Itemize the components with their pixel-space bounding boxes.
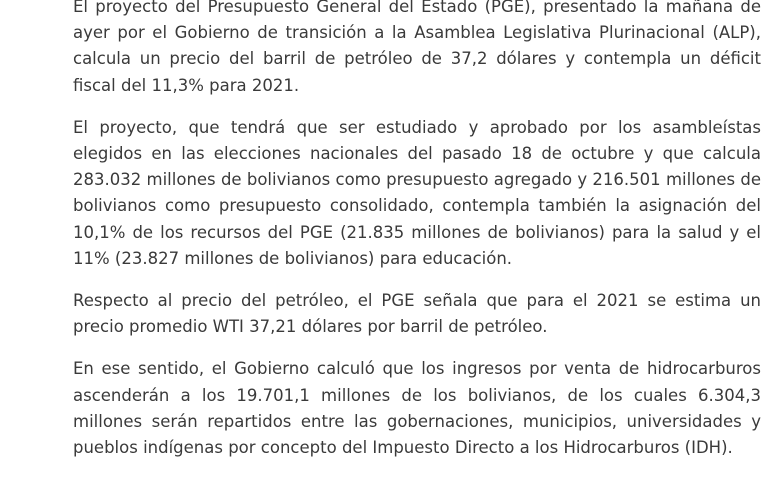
article-body <box>73 0 761 477</box>
paragraph-budget-allocation: El proyecto, que tendrá que ser estudiado y aprobado por los asambleístas elegidos en las elecciones nacionales del pasado 18 de octubre y que calcula 283.032 millones de bolivianos como presupuesto agregado y 216.501 millones de bolivianos como presupuesto consolidado, contempla también la asignación del 10,1% de los recursos del PGE (21.835 millones de bolivianos) para la salud y el 11% (23.827 millones de bolivianos) para educación. <box>73 117 761 268</box>
paragraph-oil-price: Respecto al precio del petróleo, el PGE señala que para el 2021 se estima un precio promedio WTI 37,21 dólares por barril de petróleo. <box>73 291 761 337</box>
paragraph-budget-intro: El proyecto del Presupuesto General del Estado (PGE), presentado la mañana de ayer por el Gobierno de transición a la Asamblea Legislativa Plurinacional (ALP), calcula un precio del barril de petróleo de 37,2 dólares y contempla un déficit fiscal del 11,3% para 2021. <box>73 0 761 95</box>
paragraph-hydrocarbon-revenue: En ese sentido, el Gobierno calculó que los ingresos por venta de hidrocarburos ascenderán a los 19.701,1 millones de los bolivianos, de los cuales 6.304,3 millones serán repartidos entre las gobernaciones, municipios, universidades y pueblos indígenas por concepto del Impuesto Directo a los Hidrocarburos (IDH). <box>73 359 761 458</box>
